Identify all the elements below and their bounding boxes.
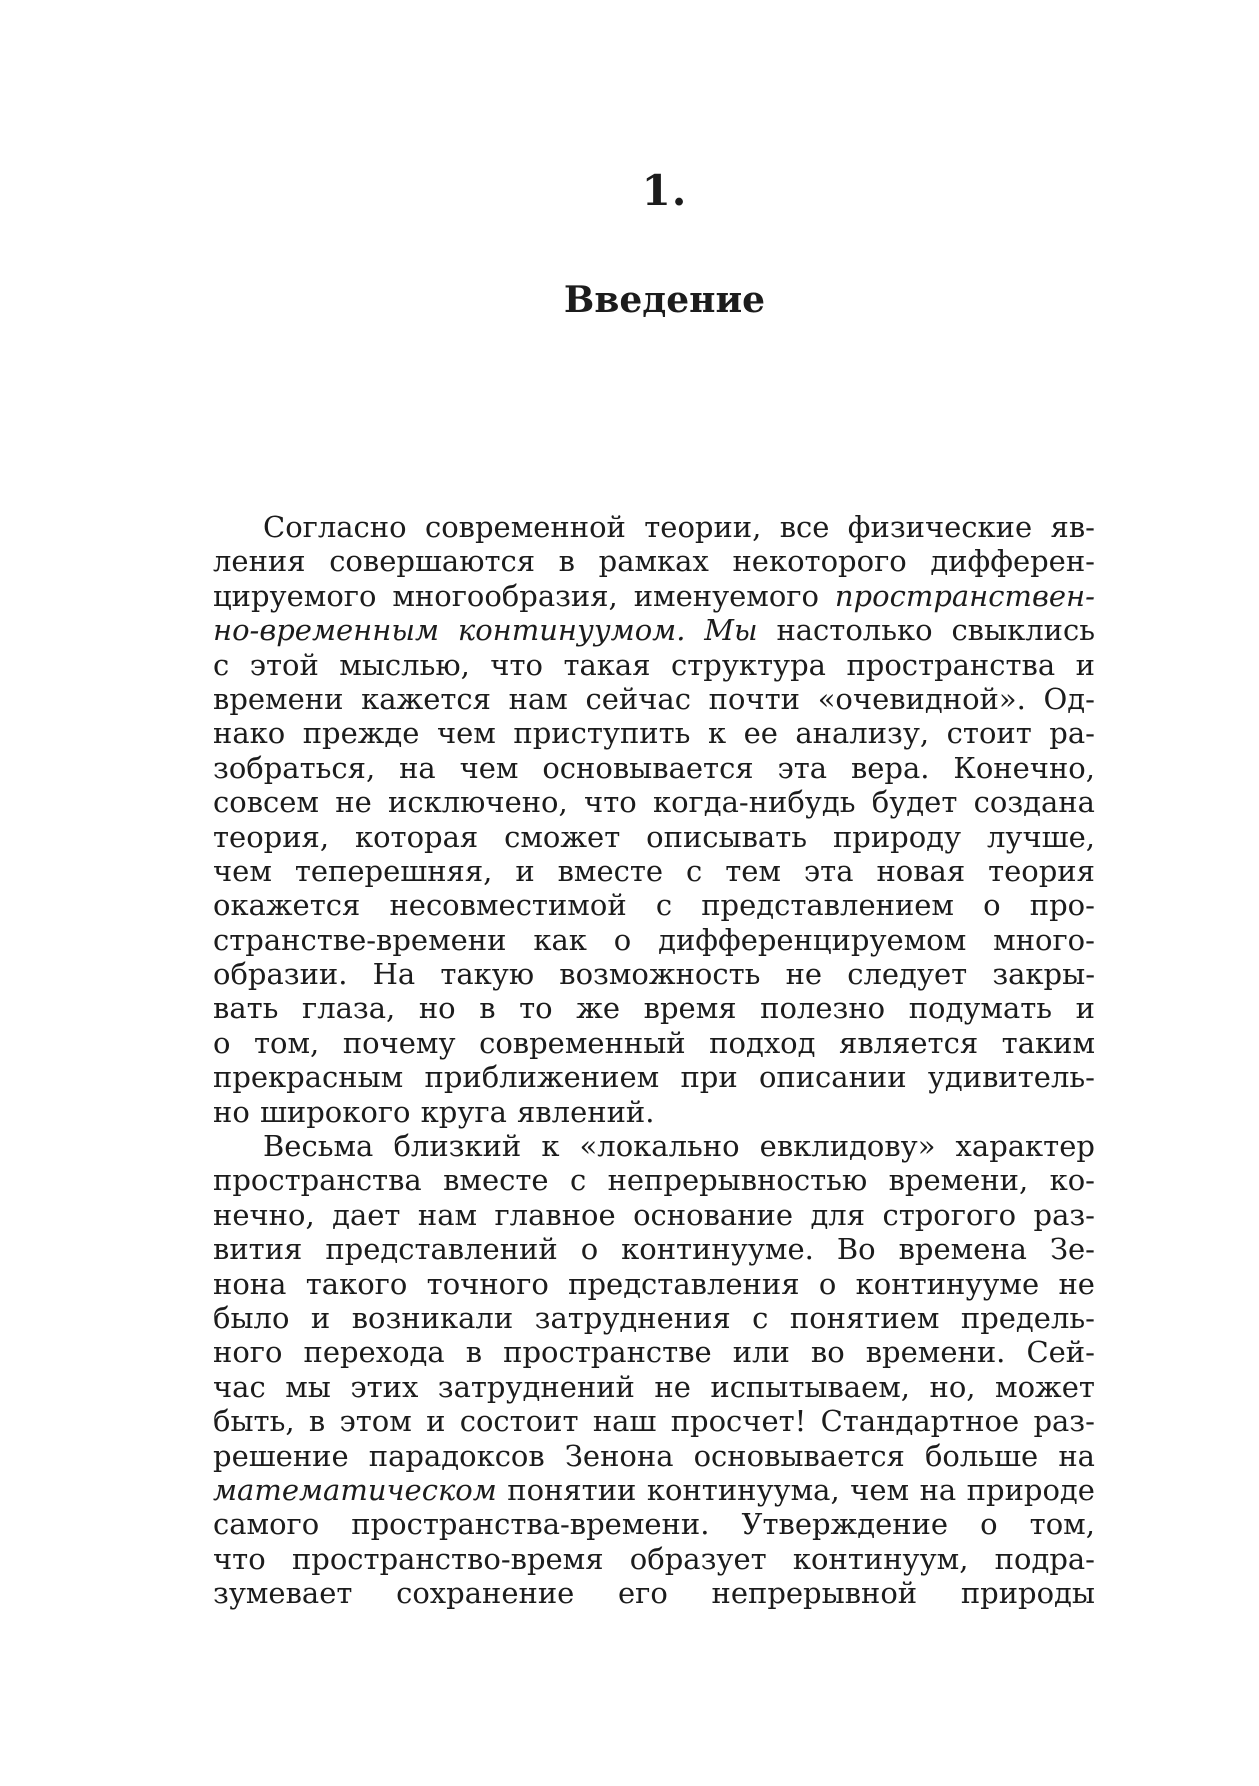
text-line: о том, почему современный подход является таким bbox=[213, 1025, 1095, 1060]
chapter-number: 1. bbox=[641, 166, 688, 215]
text-line: быть, в этом и состоит наш просчет! Стандартное раз- bbox=[213, 1404, 1095, 1439]
text-line: зумевает сохранение его непрерывной природы bbox=[213, 1576, 1095, 1611]
text-line: совсем не исключено, что когда-нибудь будет создана bbox=[213, 785, 1095, 820]
text-line: вать глаза, но в то же время полезно подумать и bbox=[213, 991, 1095, 1026]
body-text bbox=[213, 510, 1095, 1611]
text-line: пространства вместе с непрерывностью времени, ко- bbox=[213, 1163, 1095, 1198]
text-line: времени кажется нам сейчас почти «очевидной». Од- bbox=[213, 681, 1095, 716]
text-line: чем теперешняя, и вместе с тем эта новая теория bbox=[213, 853, 1095, 888]
text-line: но широкого круга явлений. bbox=[213, 1094, 655, 1129]
text-line: час мы этих затруднений не испытываем, но, может bbox=[213, 1369, 1095, 1404]
text-line: математическом понятии континуума, чем на природе bbox=[213, 1472, 1095, 1507]
text-line: решение парадоксов Зенона основывается больше на bbox=[213, 1438, 1095, 1473]
text-line: самого пространства-времени. Утверждение о том, bbox=[213, 1507, 1095, 1542]
text-line: теория, которая сможет описывать природу лучше, bbox=[213, 819, 1095, 854]
text-line: нако прежде чем приступить к ее анализу, стоит ра- bbox=[213, 716, 1095, 751]
text-line: образии. На такую возможность не следует закры- bbox=[213, 957, 1095, 992]
text-line: окажется несовместимой с представлением о про- bbox=[213, 888, 1095, 923]
text-line: ления совершаются в рамках некоторого дифферен- bbox=[213, 544, 1095, 579]
text-line: Согласно современной теории, все физические яв- bbox=[263, 510, 1095, 544]
chapter-title: Введение bbox=[563, 279, 766, 321]
text-line: было и возникали затруднения с понятием предель- bbox=[213, 1300, 1095, 1335]
text-line: прекрасным приближением при описании удивитель- bbox=[213, 1060, 1095, 1095]
text-line: с этой мыслью, что такая структура пространства и bbox=[213, 647, 1095, 682]
text-line: зобраться, на чем основывается эта вера. Конечно, bbox=[213, 750, 1095, 785]
text-line: Весьма близкий к «локально евклидову» характер bbox=[263, 1129, 1095, 1164]
text-line: цируемого многообразия, именуемого пространствен- bbox=[213, 578, 1095, 613]
text-line: ного перехода в пространстве или во времени. Сей- bbox=[213, 1335, 1095, 1370]
text-line: странстве-времени как о дифференцируемом много- bbox=[213, 922, 1095, 957]
text-line: вития представлений о континууме. Во времена Зе- bbox=[213, 1232, 1095, 1267]
text-line: но-временным континуумом. Мы настолько свыклись bbox=[213, 613, 1095, 648]
text-line: нечно, дает нам главное основание для строгого раз- bbox=[213, 1197, 1095, 1232]
text-line: что пространство-время образует континуум, подра- bbox=[213, 1541, 1095, 1576]
text-line: нона такого точного представления о континууме не bbox=[213, 1266, 1095, 1301]
